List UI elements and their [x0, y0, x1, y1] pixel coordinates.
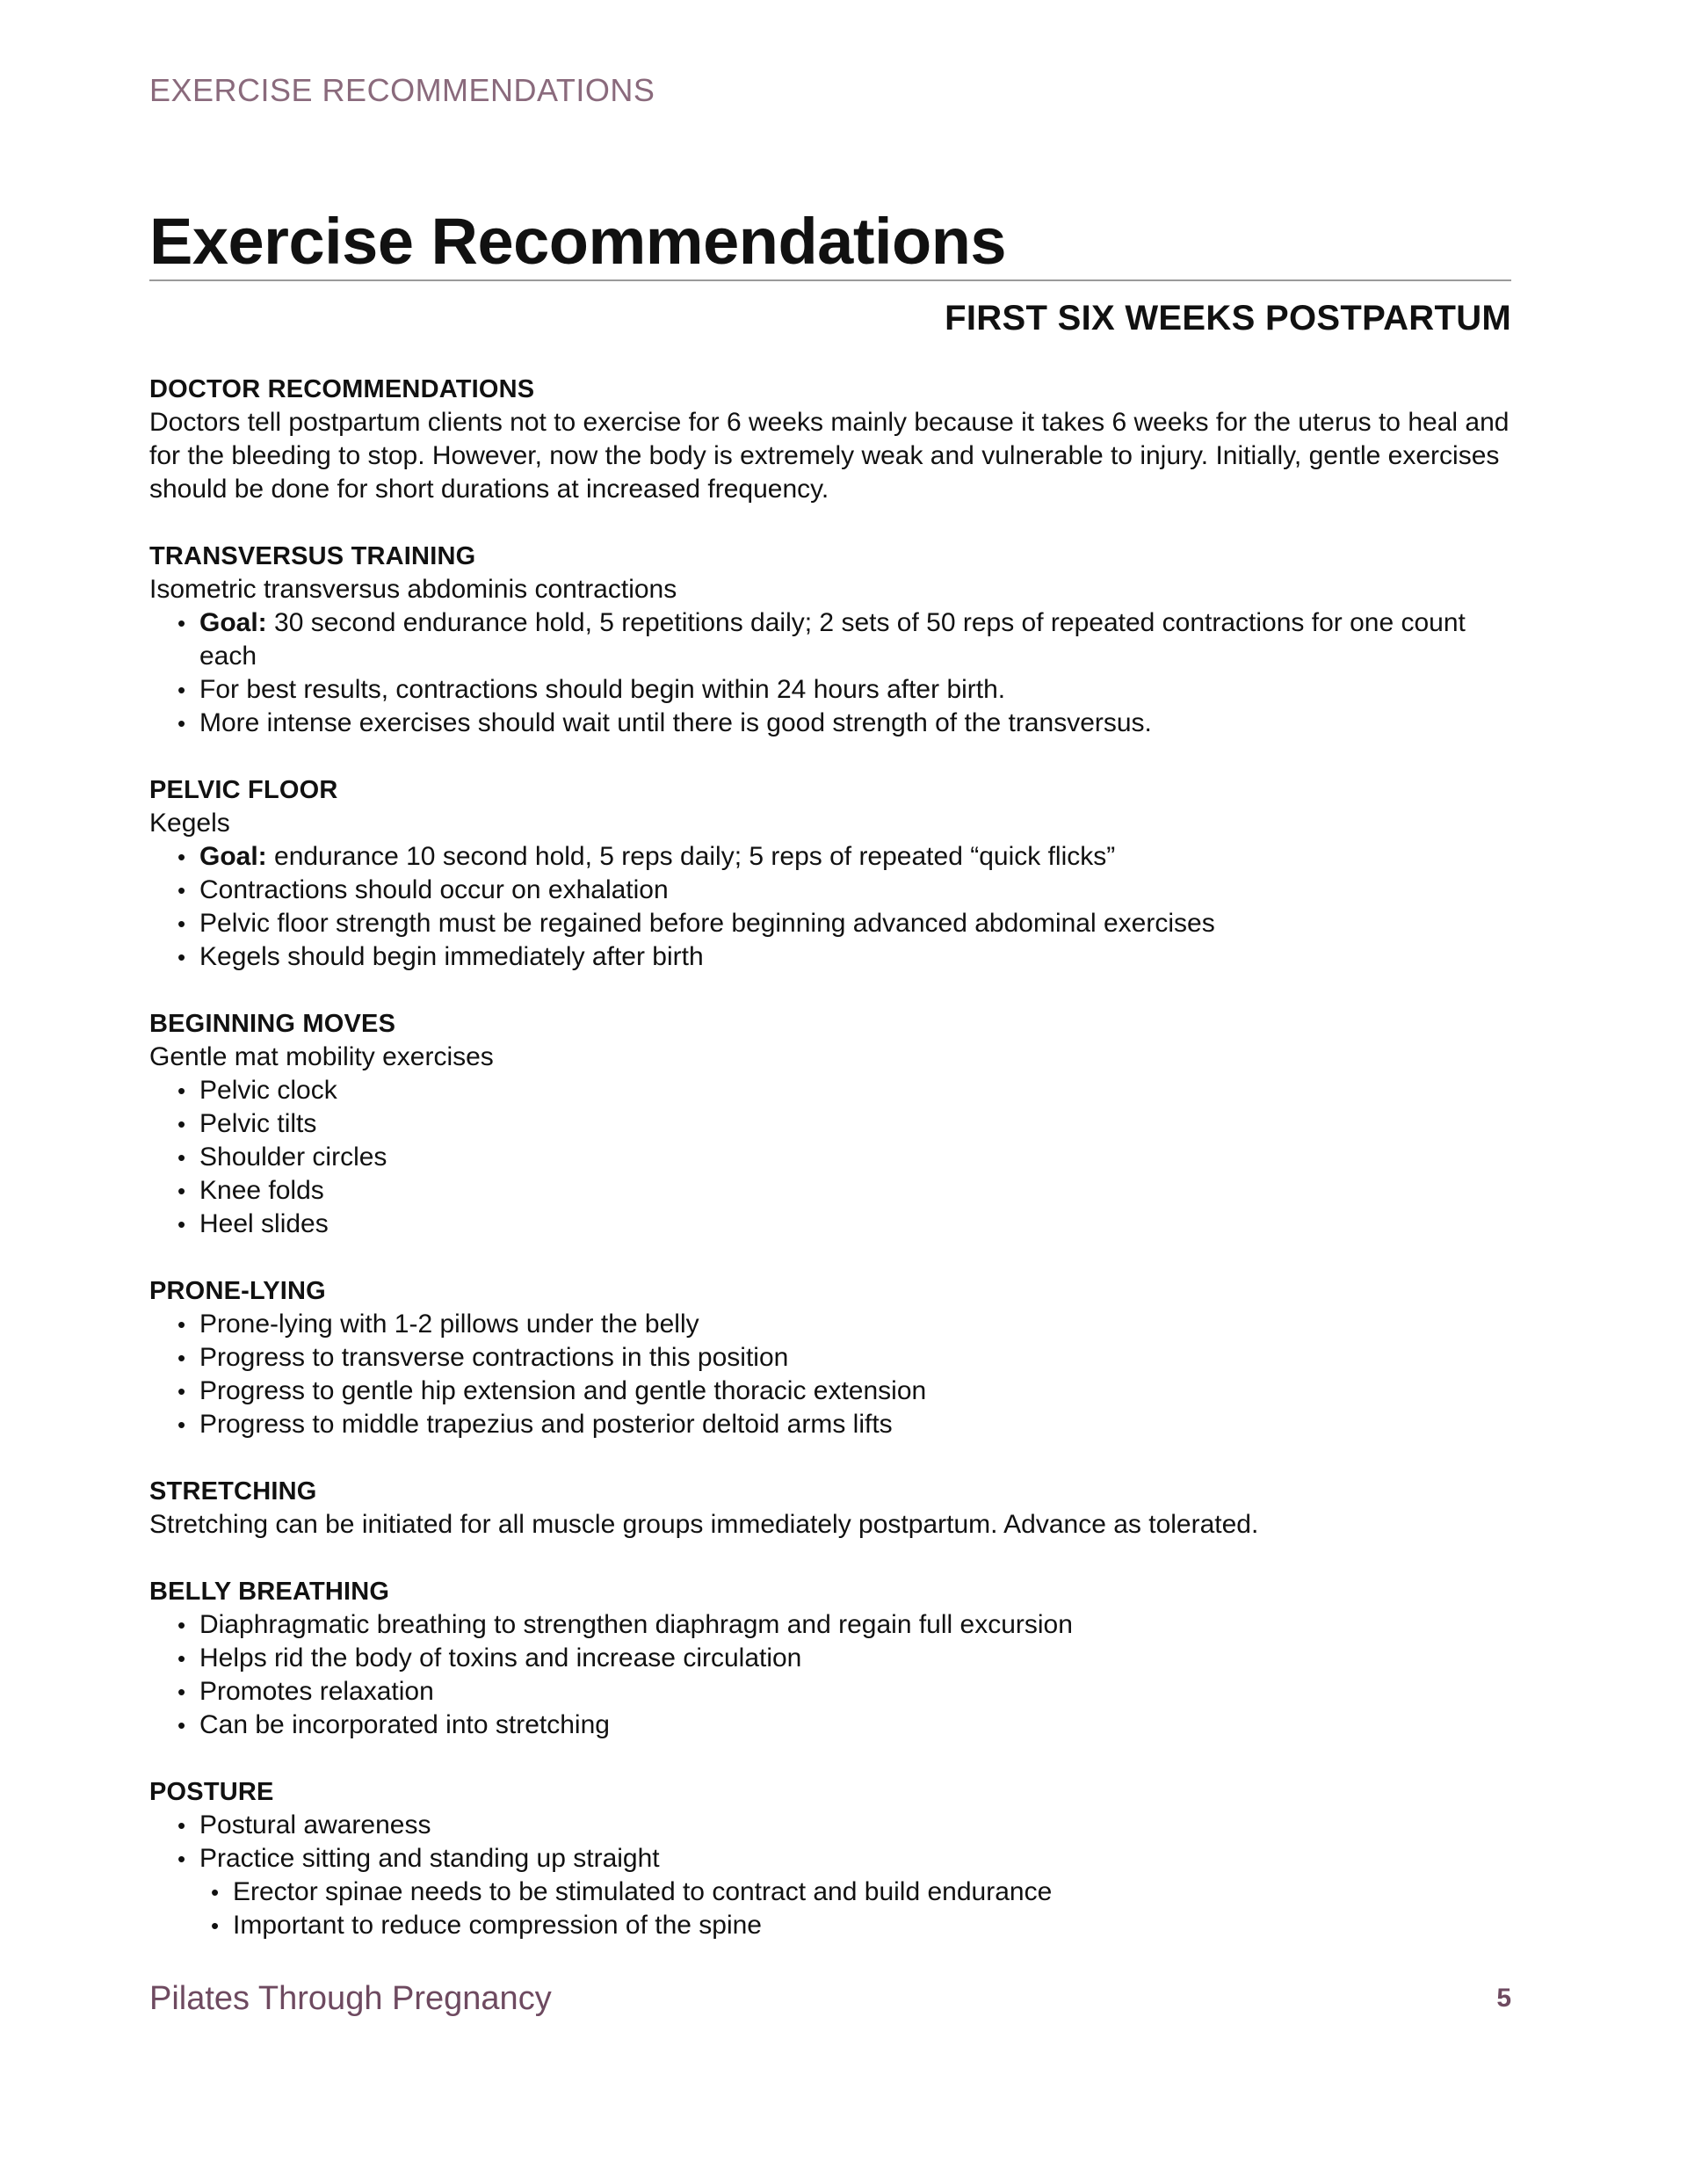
list-item: • Helps rid the body of toxins and increase circulation — [149, 1642, 1520, 1675]
title-divider — [149, 279, 1511, 281]
section-title: PRONE-LYING — [149, 1277, 326, 1305]
list-item: • Pelvic floor strength must be regained before beginning advanced abdominal exercises — [149, 907, 1520, 940]
list-item: • Pelvic tilts — [149, 1107, 1520, 1141]
page-title: Exercise Recommendations — [149, 205, 1007, 278]
document-body — [149, 373, 1520, 1976]
section-pelvic-floor — [149, 773, 1520, 974]
bullet-list — [149, 606, 1520, 740]
section-beginning-moves — [149, 1007, 1520, 1241]
bullet-list — [149, 1074, 1520, 1241]
bullet-list — [149, 1308, 1520, 1441]
list-item: • Prone-lying with 1-2 pillows under the belly — [149, 1308, 1520, 1341]
list-item: • Pelvic clock — [149, 1074, 1520, 1107]
page-subtitle: FIRST SIX WEEKS POSTPARTUM — [945, 299, 1511, 337]
list-item-goal — [149, 606, 1520, 673]
list-item: • Progress to transverse contractions in this position — [149, 1341, 1520, 1375]
list-item: • Progress to middle trapezius and posterior deltoid arms lifts — [149, 1408, 1520, 1441]
list-item: • Promotes relaxation — [149, 1675, 1520, 1709]
list-item: • Shoulder circles — [149, 1141, 1520, 1174]
section-title: PELVIC FLOOR — [149, 776, 338, 804]
list-item: • More intense exercises should wait until there is good strength of the transversus. — [149, 707, 1520, 740]
list-item: • Postural awareness — [149, 1809, 1520, 1842]
section-intro: Kegels — [149, 809, 230, 838]
list-item-goal — [149, 840, 1520, 874]
list-item: • Can be incorporated into stretching — [149, 1709, 1520, 1742]
bullet-list — [149, 1608, 1520, 1742]
section-title: BELLY BREATHING — [149, 1578, 390, 1606]
section-title: POSTURE — [149, 1778, 274, 1806]
list-item: • Kegels should begin immediately after birth — [149, 940, 1520, 974]
section-paragraph: Doctors tell postpartum clients not to exercise for 6 weeks mainly because it takes 6 weeks for the uterus to heal and for the bleeding to stop. However, now the body is extremely weak and vulnerable to injury. Initially, gentle exercises should be done for short durations at increased frequency. — [149, 408, 1510, 504]
list-item: • Knee folds — [149, 1174, 1520, 1208]
bullet-list — [149, 840, 1520, 974]
goal-text: 30 second endurance hold, 5 repetitions daily; 2 sets of 50 reps of repeated contractions for one count each — [199, 608, 1466, 671]
list-item: • For best results, contractions should begin within 24 hours after birth. — [149, 673, 1520, 707]
section-title: DOCTOR RECOMMENDATIONS — [149, 375, 535, 403]
goal-label: Goal: — [199, 842, 267, 871]
sub-list-item: • Erector spinae needs to be stimulated to contract and build endurance — [149, 1876, 1520, 1909]
bullet-list — [149, 1809, 1520, 1942]
section-belly-breathing — [149, 1575, 1520, 1742]
list-item: • Diaphragmatic breathing to strengthen diaphragm and regain full excursion — [149, 1608, 1520, 1642]
section-title: STRETCHING — [149, 1477, 317, 1506]
sub-list-item: • Important to reduce compression of the spine — [149, 1909, 1520, 1942]
list-item: • Heel slides — [149, 1208, 1520, 1241]
section-paragraph: Stretching can be initiated for all muscle groups immediately postpartum. Advance as tolerated. — [149, 1510, 1259, 1539]
list-item: • Progress to gentle hip extension and gentle thoracic extension — [149, 1375, 1520, 1408]
footer-title: Pilates Through Pregnancy — [149, 1980, 552, 2017]
section-title: TRANSVERSUS TRAINING — [149, 542, 476, 570]
section-posture — [149, 1775, 1520, 1942]
section-transversus-training — [149, 540, 1520, 740]
list-item: • Contractions should occur on exhalation — [149, 874, 1520, 907]
list-item: • Practice sitting and standing up straight — [149, 1842, 1520, 1876]
goal-label: Goal: — [199, 608, 267, 637]
page-number: 5 — [1496, 1984, 1511, 2013]
section-doctor-recommendations — [149, 373, 1520, 506]
section-stretching — [149, 1475, 1520, 1542]
section-intro: Gentle mat mobility exercises — [149, 1042, 494, 1071]
section-title: BEGINNING MOVES — [149, 1010, 396, 1038]
section-prone-lying — [149, 1274, 1520, 1441]
running-head: EXERCISE RECOMMENDATIONS — [149, 72, 655, 108]
goal-text: endurance 10 second hold, 5 reps daily; 5 reps of repeated “quick flicks” — [266, 842, 1116, 871]
section-intro: Isometric transversus abdominis contractions — [149, 575, 677, 604]
